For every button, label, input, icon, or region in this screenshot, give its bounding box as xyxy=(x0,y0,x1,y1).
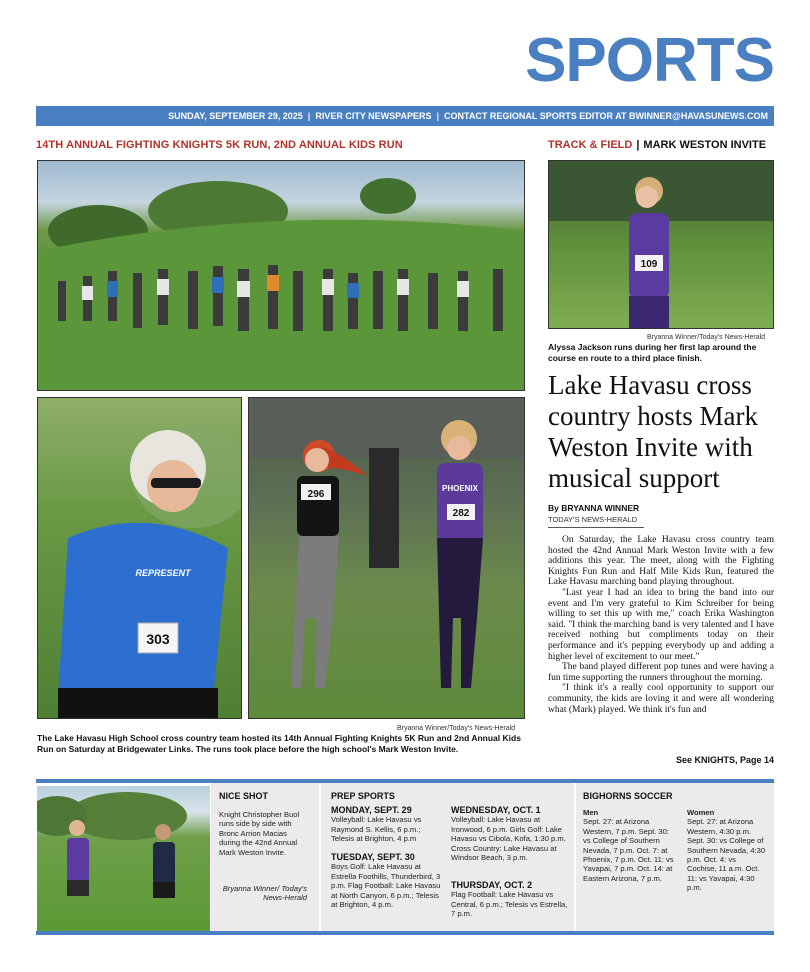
story-outlet: TODAY'S NEWS-HERALD xyxy=(548,515,638,524)
runners-crowd-illustration xyxy=(38,161,525,391)
issue-date: SUNDAY, SEPTEMBER 29, 2025 xyxy=(168,111,303,121)
kicker-subtopic: MARK WESTON INVITE xyxy=(643,139,767,151)
story-jump-link[interactable]: See KNIGHTS, Page 14 xyxy=(675,755,774,765)
story-byline: By BRYANNA WINNER xyxy=(548,503,640,513)
left-kicker: 14TH ANNUAL FIGHTING KNIGHTS 5K RUN, 2ND ANNUAL KIDS RUN xyxy=(36,139,403,151)
story-headline: Lake Havasu cross country hosts Mark Weston Invite with musical support xyxy=(548,370,758,493)
date-banner: SUNDAY, SEPTEMBER 29, 2025 | RIVER CITY NEWSPAPERS | CONTACT REGIONAL SPORTS EDITOR AT BWINNER@HAVASUNEWS.COM xyxy=(36,106,774,126)
prep-day-events: Volleyball: Lake Havasu vs Raymond S. Kellis, 6 p.m.; Telesis at Brighton, 4 p.m xyxy=(331,815,422,844)
nice-shot-illustration xyxy=(37,786,210,931)
runner-left-bib: 296 xyxy=(307,489,325,500)
runner-right-bib: 282 xyxy=(452,508,470,519)
bighorns-women-label: Women xyxy=(687,808,715,817)
runner-shirt-text: PHOENIX xyxy=(441,484,479,493)
prep-day-label: THURSDAY, OCT. 2 xyxy=(451,880,533,890)
track-runner-photo xyxy=(548,160,774,329)
nice-shot-photo xyxy=(37,786,210,931)
right-photo-credit: Bryanna Winner/Today's News-Herald xyxy=(647,334,766,341)
prep-sports-title: PREP SPORTS xyxy=(331,791,395,801)
byline-divider xyxy=(548,527,644,528)
paper-name: RIVER CITY NEWSPAPERS xyxy=(315,111,432,121)
bighorns-women-schedule: Sept. 27: at Arizona Western, 4:30 p.m. Sept. 30: vs College of Southern Nevada, 4:30 p.m. Oct. 4: vs Cochise, 11 a.m. Oct. 11: vs Yavapai, 4:30 p.m. xyxy=(687,817,766,893)
woman-shirt-text: REPRESENT xyxy=(135,568,191,578)
bighorns-men-block xyxy=(583,808,675,883)
two-runners-photo xyxy=(248,397,525,719)
right-photo-caption: Alyssa Jackson runs during her first lap around the course en route to a third place finish. xyxy=(548,342,757,363)
section-title: SPORTS xyxy=(525,26,774,95)
main-photo-caption: The Lake Havasu High School cross country team hosted its 14th Annual Fighting Knights 5K Run and 2nd Annual Kids Run on Saturday at Bridgewater Links. The runs took place before the high school's Mark Weston Invite. xyxy=(37,733,521,754)
story-paragraph: The band played different pop tunes and were having a fun time supporting the runners throughout the morning. xyxy=(548,662,774,683)
story-paragraph: "Last year I had an idea to bring the band into our event and I'm very grateful to Kim Schreiber for being willing to set this up with me," coach Erika Washington said. "I think the marching band is very talented and I have received nothing but compliments today on their performance and it's pepping everybody up and adding a higher level of excitement to our meet." xyxy=(548,587,774,662)
prep-day-label: WEDNESDAY, OCT. 1 xyxy=(451,805,541,815)
bighorns-men-label: Men xyxy=(583,808,599,817)
prep-day-events: Flag Football: Lake Havasu vs Central, 6 p.m.; Telesis vs Estrella, 7 p.m. xyxy=(451,890,568,919)
main-race-photo xyxy=(37,160,525,391)
editor-contact[interactable]: CONTACT REGIONAL SPORTS EDITOR AT BWINNER@HAVASUNEWS.COM xyxy=(444,111,768,121)
right-kicker: TRACK & FIELD | MARK WESTON INVITE xyxy=(548,139,767,151)
main-photo-credit: Bryanna Winner/Today's News-Herald xyxy=(397,725,516,732)
woman-runner-illustration xyxy=(38,398,242,719)
nice-shot-text: Knight Christopher Buol runs side by side with Bronc Arrion Macias during the 42nd Annual Mark Weston Invite. xyxy=(219,810,300,857)
bighorns-title: BIGHORNS SOCCER xyxy=(583,791,673,801)
story-paragraph: "I think it's a really cool opportunity to support our community, the kids are loving it and were all wondering what (Mark) played. We think it's fun and xyxy=(548,683,774,715)
nice-shot-title: NICE SHOT xyxy=(219,791,269,801)
kicker-topic: TRACK & FIELD xyxy=(548,139,633,151)
prep-day-block xyxy=(451,806,569,862)
woman-runner-photo xyxy=(37,397,242,719)
prep-day-events: Volleyball: Lake Havasu at Ironwood, 6 p.m. Girls Golf: Lake Havasu vs Cibola, Kofa, 1:30 p.m. Cross Country: Lake Havasu at Windsor Beach, 3 p.m. xyxy=(451,815,566,863)
story-paragraph: On Saturday, the Lake Havasu cross country team hosted the 42nd Annual Mark Weston Invite with a few additions this year. The meet, along with the Fighting Knights Fun Run and Half Mile Kids Run, featured the Lake Havasu marching band playing throughout. xyxy=(548,535,774,588)
two-runners-illustration xyxy=(249,398,525,719)
woman-bib-number: 303 xyxy=(146,631,170,647)
right-runner-bib: 109 xyxy=(640,259,658,270)
prep-day-block xyxy=(331,806,445,844)
prep-day-block xyxy=(331,853,445,909)
prep-day-events: Boys Golf: Lake Havasu at Estrella Foothills, Thunderbird, 3 p.m. Flag Football: Lake Havasu at North Canyon, 6 p.m.; Telesis at Brighton, 4 p.m. xyxy=(331,862,441,910)
bighorns-men-schedule: Sept. 27: at Arizona Western, 7 p.m. Sept. 30: vs College of Southern Nevada, 7 p.m. Oct. 7: at Phoenix, 7 p.m. Oct. 11: vs Yavapai, 7 p.m. Oct. 14: at Eastern Arizona, 7 p.m. xyxy=(583,817,674,883)
prep-day-label: TUESDAY, SEPT. 30 xyxy=(331,852,415,862)
prep-day-block xyxy=(451,881,569,919)
story-body xyxy=(548,535,774,715)
prep-day-label: MONDAY, SEPT. 29 xyxy=(331,805,412,815)
bighorns-women-block xyxy=(687,808,767,893)
track-runner-illustration xyxy=(549,161,774,329)
nice-shot-credit: Bryanna Winner/ Today's News-Herald xyxy=(222,884,307,903)
